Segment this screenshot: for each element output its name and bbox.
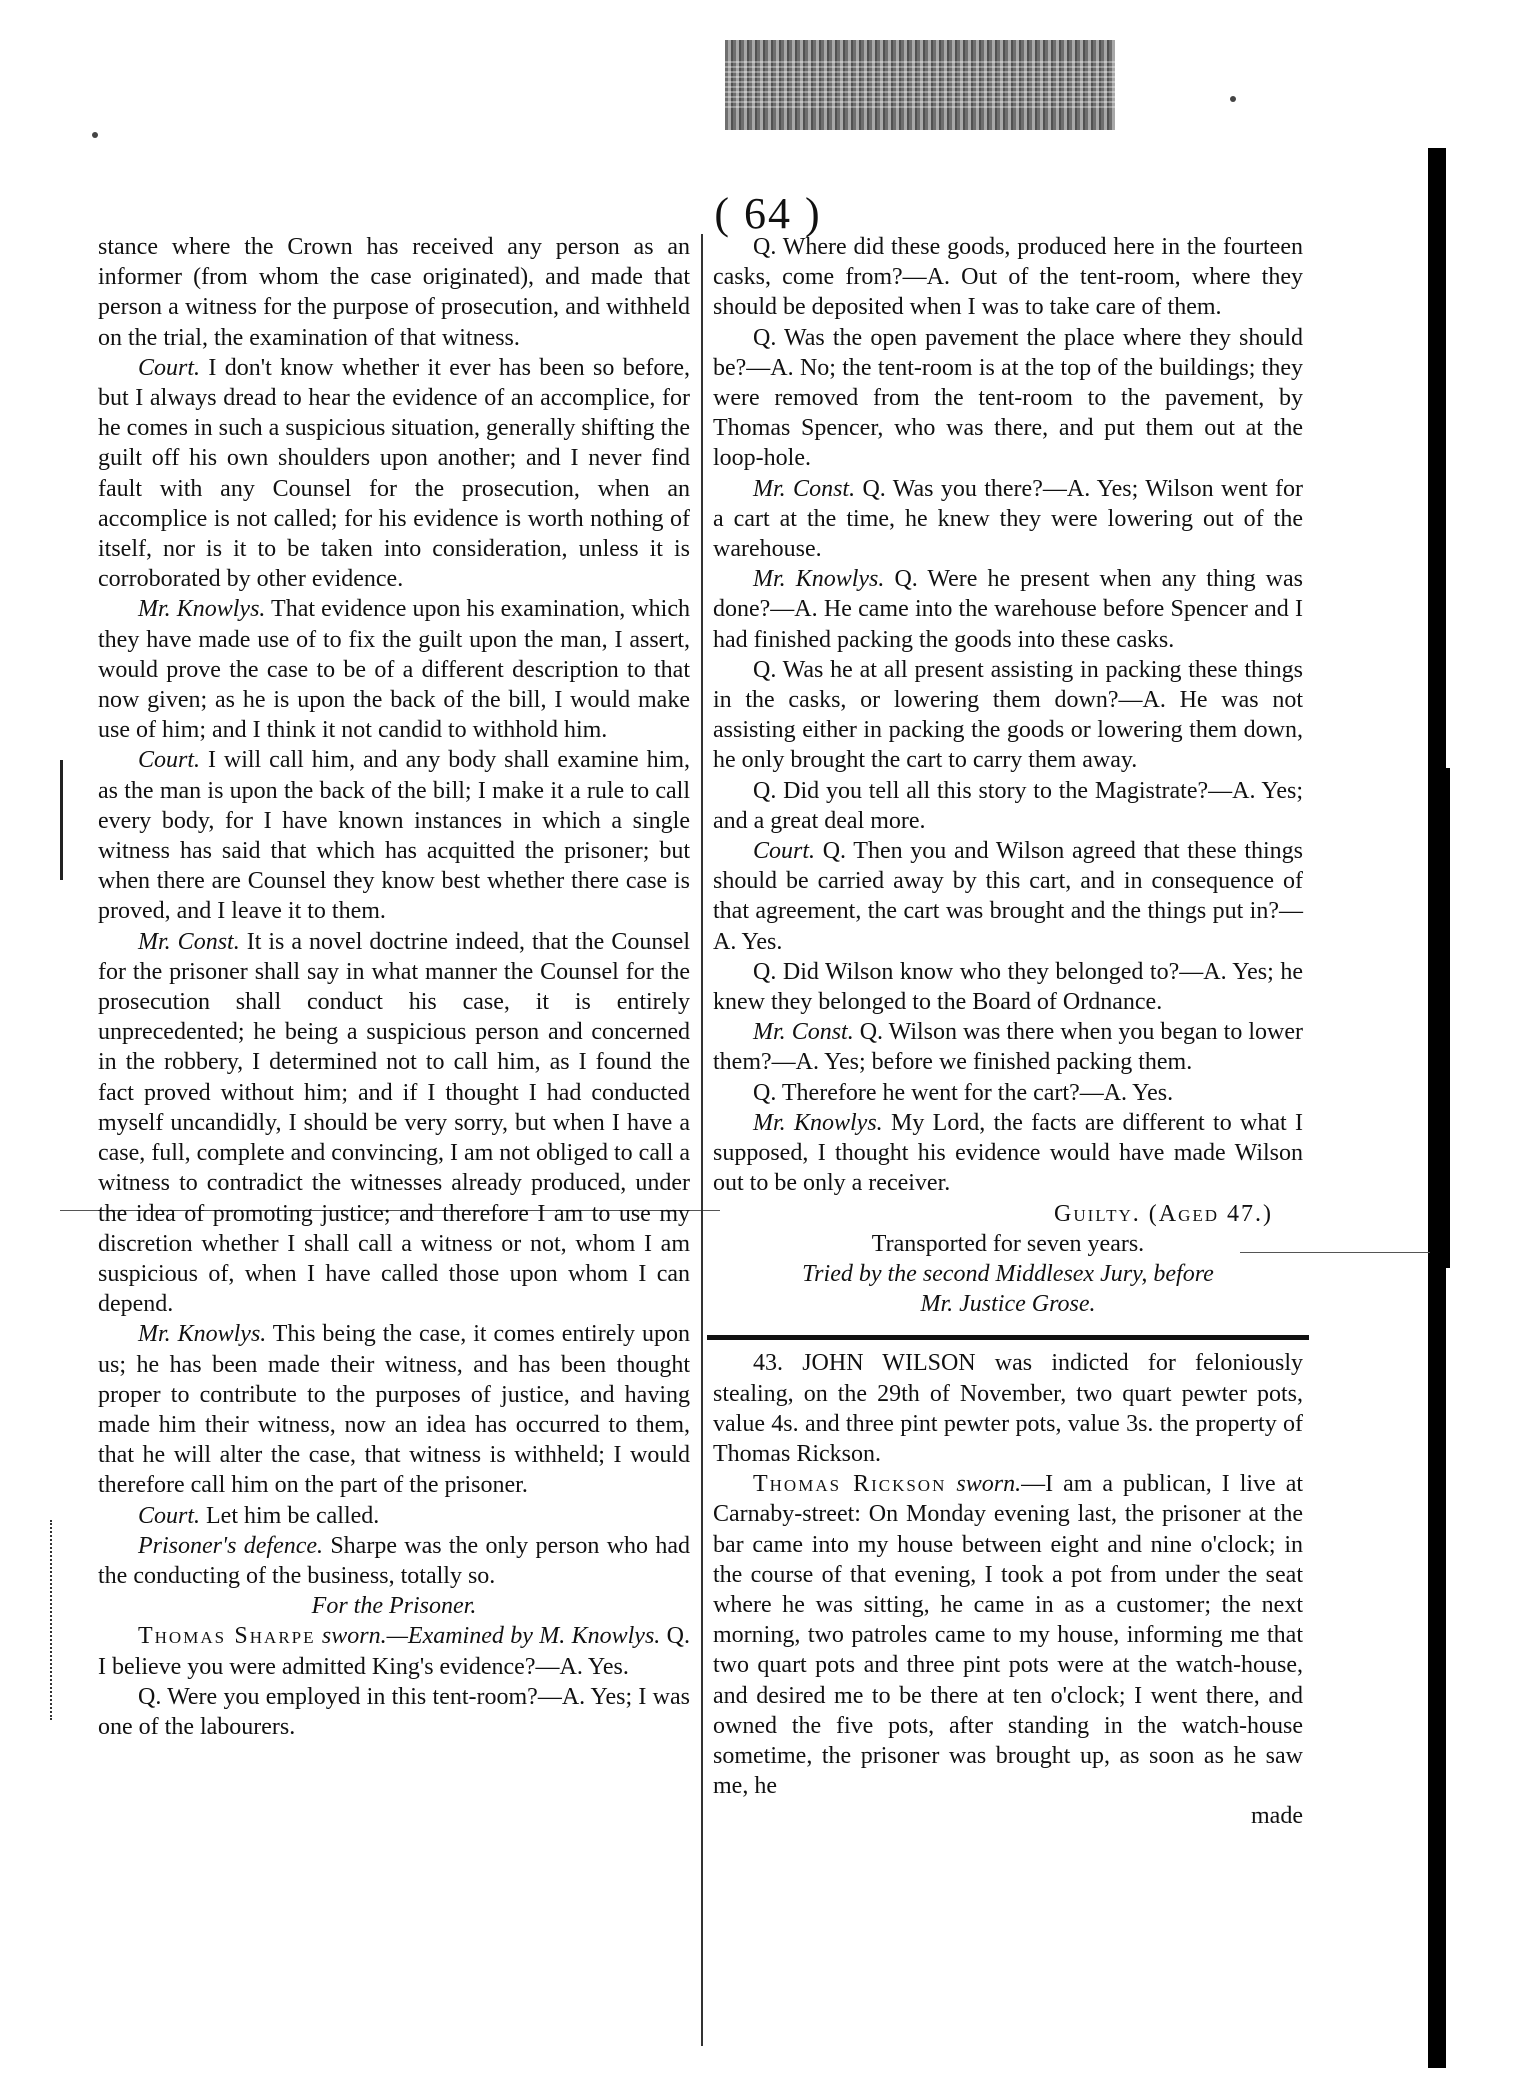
speech: Q. I believe you were admitted King's evidence?—A. Yes. <box>98 1623 690 1680</box>
judge: Mr. Justice Grose. <box>920 1291 1096 1318</box>
scan-dot <box>92 132 98 138</box>
speaker: Mr. Knowlys. <box>138 596 266 623</box>
margin-bar-mark <box>60 760 63 880</box>
witness-name: Thomas Sharpe <box>138 1623 316 1650</box>
case-intro: 43. JOHN WILSON was indicted for feloniously stealing, on the 29th of November, two quart pewter pots, value 4s. and three pint pewter pots, value 3s. the property of Thomas Rickson. <box>713 1350 1303 1467</box>
speaker: Mr. Const. <box>138 928 240 955</box>
speaker: Mr. Const. <box>753 475 856 502</box>
paragraph <box>713 1108 1303 1199</box>
paragraph <box>713 474 1303 565</box>
paragraph <box>98 927 690 1320</box>
speech: That evidence upon his examination, which they have made use of to fix the guilt upon the man, I assert, would prove the case to be of a different description to that now given; as he is upon the back of the bill, I would make use of him; and I think it not candid to withhold him. <box>98 596 690 744</box>
speech: It is a novel doctrine indeed, that the Counsel for the prisoner shall say in what manner the Counsel for the prosecution shall conduct his case, it is entirely unprecedented; he being a suspicious person and concerned in the robbery, I determined not to call him, as I found the fact proved without him; and if I thought I had conducted myself uncandidly, I should be very sorry, but when I have a case, full, complete and convincing, I am not obliged to call a witness to contradict the witnesses already produced, under the idea of promoting justice; and therefore I am to use my discretion whether I shall call a witness or not, whom I am suspicious of, when I have called those upon whom I can depend. <box>98 928 690 1318</box>
paragraph <box>98 745 690 926</box>
speech: I will call him, and any body shall examine him, as the man is upon the back of the bill; I make it a rule to call every body, for I have known instances in which a single witness has said that which has acquitted the prisoner; but when there are Counsel they know best whether there case is proved, and I leave it to them. <box>98 747 690 925</box>
catchword: made <box>1251 1803 1303 1830</box>
speech: Sharpe was the only person who had the conducting of the business, totally so. <box>98 1532 690 1589</box>
paragraph <box>98 353 690 595</box>
paragraph <box>713 1017 1303 1077</box>
case-divider <box>707 1335 1309 1340</box>
speech: My Lord, the facts are different to what I supposed, I thought his evidence would have made Wilson out to be only a receiver. <box>713 1109 1303 1197</box>
paragraph: Q. Did Wilson know who they belonged to?—A. Yes; he knew they belonged to the Board of Ordnance. <box>713 958 1303 1016</box>
speaker: Court. <box>138 747 201 774</box>
paragraph: Q. Where did these goods, produced here in the fourteen casks, come from?—A. Out of the tent-room, where they should be deposited when I was to take care of them. <box>713 234 1303 321</box>
sworn-note: sworn. <box>946 1471 1022 1498</box>
column-separator <box>701 234 703 2046</box>
right-column <box>713 232 1303 1832</box>
paragraph: Q. Was the open pavement the place where they should be?—A. No; the tent-room is at the top of the buildings; they were removed from the tent-room to the pavement, by Thomas Spencer, who was there, and put them out at the loop-hole. <box>713 324 1303 472</box>
left-column <box>98 232 690 1742</box>
speech: Q. Wilson was there when you began to lower them?—A. Yes; before we finished packing them. <box>713 1019 1303 1076</box>
speech: Let him be called. <box>200 1502 380 1529</box>
speech: —I am a publican, I live at Carnaby-street: On Monday evening last, the prisoner at the bar came into my house between eight and nine o'clock; in the course of that evening, I took a pot from under the seat where he was sitting, he came in as a customer; the next morning, two patroles came to my house, informing me that two quart pots and three pint pots were at the watch-house, and desired me to be there at ten o'clock; I went there, and owned the five pots, after standing in the watch-house sometime, the prisoner was brought up, as soon as he saw me, he <box>713 1471 1304 1800</box>
speech: Q. Then you and Wilson agreed that these things should be carried away by this cart, and in consequence of that agreement, the cart was brought and the things put in?—A. Yes. <box>713 838 1303 955</box>
paragraph: Q. Were you employed in this tent-room?—A. Yes; I was one of the labourers. <box>98 1683 690 1740</box>
paragraph: Q. Did you tell all this story to the Magistrate?—A. Yes; and a great deal more. <box>713 777 1303 834</box>
paragraph <box>98 594 690 745</box>
speaker: Court. <box>138 1502 201 1529</box>
speech: I don't know whether it ever has been so before, but I always dread to hear the evidence of an accomplice, for he comes in such a suspicious situation, generally shifting the guilt off his own shoulders upon another; and I never find fault with any Counsel for the prosecution, when an accomplice is not called; for his evidence is worth nothing of itself, nor is it to be taken into consideration, unless it is corroborated by other evidence. <box>98 354 690 593</box>
paragraph: Q. Therefore he went for the cart?—A. Yes. <box>753 1079 1174 1106</box>
paragraph <box>713 564 1303 655</box>
section-heading: For the Prisoner. <box>311 1593 477 1620</box>
speaker: Mr. Knowlys. <box>753 1109 883 1136</box>
speaker: Mr. Knowlys. <box>753 566 885 593</box>
paragraph <box>98 1501 690 1531</box>
speech: This being the case, it comes entirely upon us; he has been made their witness, and has been thought proper to contribute to the purposes of justice, and having made him their witness, now an idea has occurred to them, that he will alter the case, that witness is withheld; I would therefore call him on the part of the prisoner. <box>98 1321 690 1499</box>
paragraph <box>713 1469 1303 1801</box>
paragraph <box>98 1531 690 1591</box>
speaker: Mr. Knowlys. <box>138 1321 267 1348</box>
speaker: Prisoner's defence. <box>138 1532 324 1559</box>
speaker: Court. <box>138 354 201 381</box>
paragraph: Q. Was he at all present assisting in packing these things in the casks, or lowering them down?—A. He was not assisting either in packing the goods or lowering them down, he only brought the cart to carry them away. <box>713 656 1303 774</box>
sworn-note: sworn.—Examined by M. Knowlys. <box>315 1623 661 1650</box>
scan-smudge <box>725 40 1115 130</box>
page-number: ( 64 ) <box>714 189 822 238</box>
speech: Q. Were he present when any thing was done?—A. He came into the warehouse before Spencer and I had finished packing the goods into these casks. <box>713 566 1303 653</box>
speaker: Court. <box>753 838 816 865</box>
sentence: Transported for seven years. <box>871 1230 1145 1257</box>
scan-dot <box>1230 96 1236 102</box>
paragraph <box>713 836 1303 957</box>
margin-dotted-mark <box>50 1520 64 1720</box>
tried-by: Tried by the second Middlesex Jury, before <box>802 1260 1214 1287</box>
verdict: Guilty. (Aged 47.) <box>1053 1200 1273 1227</box>
paragraph <box>98 1319 690 1500</box>
speaker: Mr. Const. <box>753 1019 854 1046</box>
paragraph <box>98 1621 690 1681</box>
witness-name: Thomas Rickson <box>753 1471 947 1498</box>
speech: Q. Was you there?—A. Yes; Wilson went for a cart at the time, he knew they were lowering out of the warehouse. <box>713 475 1304 563</box>
scan-edge-bar <box>1428 148 1446 2068</box>
paragraph: stance where the Crown has received any person as an informer (from whom the case originated), and made that person a witness for the purpose of prosecution, and withheld on the trial, the examination of that witness. <box>98 234 690 351</box>
